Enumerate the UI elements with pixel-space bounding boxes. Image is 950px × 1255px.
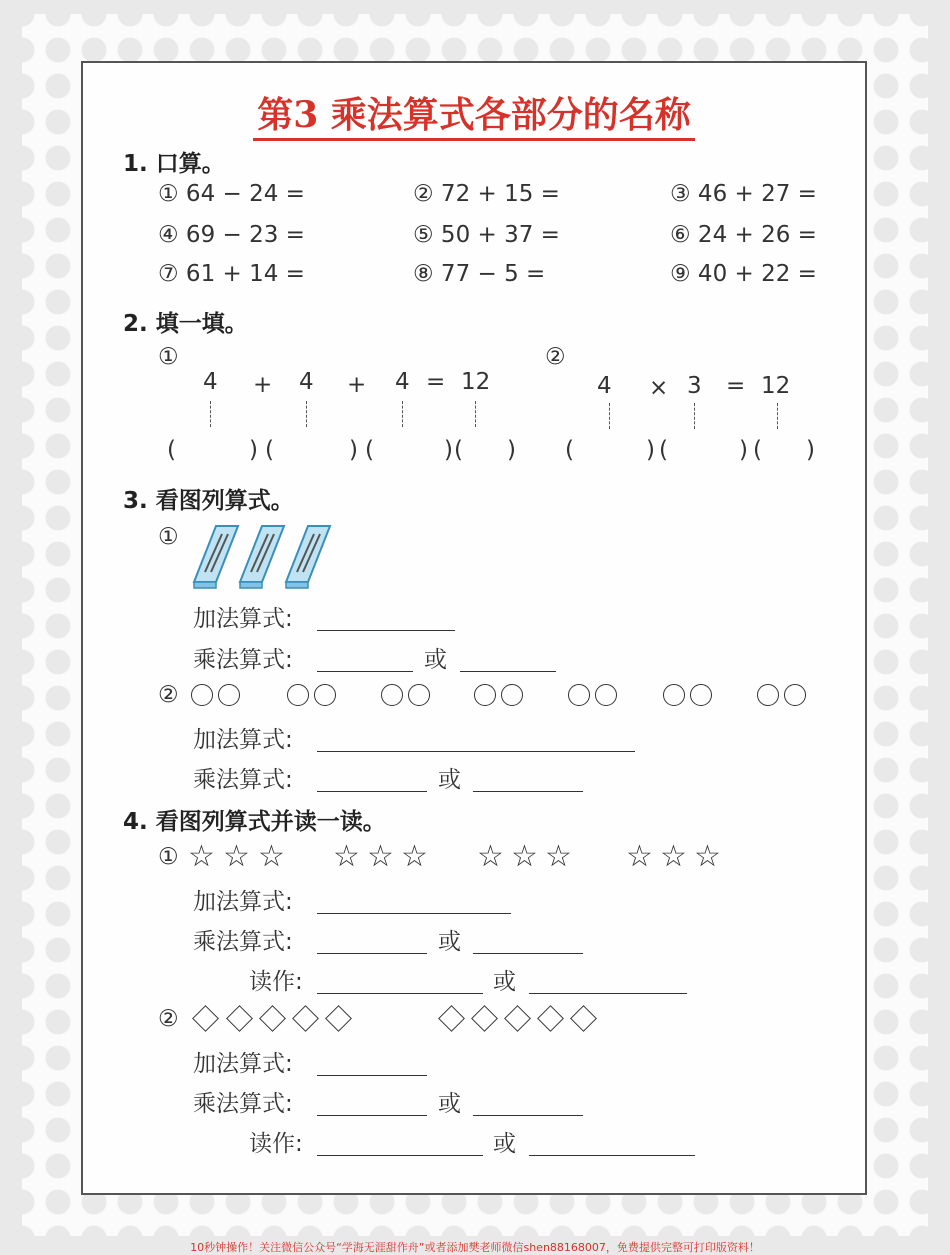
q3-p2-mul-label: 乘法算式: [193, 767, 293, 793]
footer-promo-text: 10秒钟操作！关注微信公众号“学海无涯甜作舟”或者添加樊老师微信shen88168007，免费提供完整可打印版资料！ [190, 1241, 760, 1254]
page-title: 第3 乘法算式各部分的名称 [83, 87, 865, 138]
q4-p2-add-label: 加法算式: [193, 1051, 293, 1077]
q4-p1-mul-blank-1[interactable] [317, 953, 427, 954]
q2-paren-close: ) [739, 437, 748, 463]
q4-p2-read-blank-1[interactable] [317, 1155, 483, 1156]
diamond-icon [192, 1005, 219, 1032]
q2-p1-term-2: 4 [299, 369, 314, 395]
circle-icon [191, 684, 213, 706]
pencil-case-icon [240, 526, 284, 588]
q3-p1-add-label: 加法算式: [193, 606, 293, 632]
q4-p1-read-or: 或 [493, 969, 516, 995]
diamond-icon [325, 1005, 352, 1032]
q2-guide-line [210, 401, 211, 427]
star-icon: ☆ [401, 839, 428, 874]
q4-p2-mul-blank-1[interactable] [317, 1115, 427, 1116]
star-icon: ☆ [626, 839, 653, 874]
q2-paren-close: ) [806, 437, 815, 463]
star-icon: ☆ [545, 839, 572, 874]
q3-p1-add-blank[interactable] [317, 630, 455, 631]
worksheet-page [81, 61, 867, 1195]
q2-guide-line [475, 401, 476, 427]
star-icon: ☆ [333, 839, 360, 874]
q1-item-1: ① 64 − 24 = [158, 181, 305, 207]
q4-part1-marker: ① [158, 844, 179, 870]
q2-paren-close: ) [444, 437, 453, 463]
q3-p2-add-blank[interactable] [317, 751, 635, 752]
q2-guide-line [694, 403, 695, 429]
q2-p2-times: × [649, 375, 669, 401]
q3-p1-mul-label: 乘法算式: [193, 647, 293, 673]
star-icon: ☆ [477, 839, 504, 874]
q2-p1-plus-2: + [347, 372, 367, 398]
q3-p2-or: 或 [438, 767, 461, 793]
q4-p2-or: 或 [438, 1091, 461, 1117]
star-icon: ☆ [367, 839, 394, 874]
q2-part1-marker: ① [158, 344, 179, 370]
q2-paren-open[interactable]: ( [753, 437, 762, 463]
q1-item-2: ② 72 + 15 = [413, 181, 560, 207]
q2-p2-factor-1: 4 [597, 373, 612, 399]
q2-p1-term-3: 4 [395, 369, 410, 395]
q2-paren-close: ) [349, 437, 358, 463]
circle-icon [690, 684, 712, 706]
q2-paren-close: ) [507, 437, 516, 463]
circle-icon [408, 684, 430, 706]
q4-p2-read-blank-2[interactable] [529, 1155, 695, 1156]
pencil-case-icon [286, 526, 330, 588]
q2-guide-line [306, 401, 307, 427]
q1-item-7: ⑦ 61 + 14 = [158, 261, 305, 287]
q2-paren-close: ) [249, 437, 258, 463]
q4-p1-add-label: 加法算式: [193, 889, 293, 915]
pencil-case-icon [194, 526, 238, 588]
q4-p1-mul-blank-2[interactable] [473, 953, 583, 954]
q1-item-8: ⑧ 77 − 5 = [413, 261, 546, 287]
q4-p2-add-blank[interactable] [317, 1075, 427, 1076]
q1-item-6: ⑥ 24 + 26 = [670, 222, 817, 248]
q2-guide-line [402, 401, 403, 427]
q1-heading: 1. 口算。 [123, 151, 225, 177]
circle-icon [595, 684, 617, 706]
q3-p1-mul-blank-2[interactable] [460, 671, 556, 672]
diamond-icon [471, 1005, 498, 1032]
star-icon: ☆ [258, 839, 285, 874]
q4-part2-marker: ② [158, 1006, 179, 1032]
q3-p1-mul-blank-1[interactable] [317, 671, 413, 672]
q4-p2-mul-blank-2[interactable] [473, 1115, 583, 1116]
q1-item-9: ⑨ 40 + 22 = [670, 261, 817, 287]
q3-p2-add-label: 加法算式: [193, 727, 293, 753]
diamond-icon [226, 1005, 253, 1032]
q4-heading: 4. 看图列算式并读一读。 [123, 809, 386, 835]
q3-heading: 3. 看图列算式。 [123, 488, 294, 514]
circle-icon [784, 684, 806, 706]
star-icon: ☆ [188, 839, 215, 874]
circle-icon [663, 684, 685, 706]
q2-p1-term-1: 4 [203, 369, 218, 395]
q2-paren-open[interactable]: ( [265, 437, 274, 463]
circle-icon [287, 684, 309, 706]
q4-p1-or: 或 [438, 929, 461, 955]
q2-paren-open[interactable]: ( [365, 437, 374, 463]
q3-part1-marker: ① [158, 524, 179, 550]
q4-p2-read-label: 读作: [249, 1131, 303, 1157]
q3-p1-or: 或 [424, 647, 447, 673]
q1-item-3: ③ 46 + 27 = [670, 181, 817, 207]
q2-p2-product: 12 [761, 373, 791, 399]
circle-icon [501, 684, 523, 706]
circle-icon [314, 684, 336, 706]
diamond-icon [259, 1005, 286, 1032]
star-icon: ☆ [223, 839, 250, 874]
q4-p1-mul-label: 乘法算式: [193, 929, 293, 955]
diamond-icon [570, 1005, 597, 1032]
star-icon: ☆ [694, 839, 721, 874]
q3-p2-mul-blank-2[interactable] [473, 791, 583, 792]
circle-icon [474, 684, 496, 706]
q2-paren-open[interactable]: ( [167, 437, 176, 463]
q2-p1-sum: 12 [461, 369, 491, 395]
q4-p2-mul-label: 乘法算式: [193, 1091, 293, 1117]
q4-p2-read-or: 或 [493, 1131, 516, 1157]
q3-part2-marker: ② [158, 682, 179, 708]
star-icon: ☆ [511, 839, 538, 874]
q2-paren-open[interactable]: ( [454, 437, 463, 463]
q2-guide-line [609, 403, 610, 429]
q2-p2-equals: = [726, 373, 746, 399]
q2-guide-line [777, 403, 778, 429]
pencil-case-group-illustration [188, 522, 343, 590]
q2-paren-close: ) [646, 437, 655, 463]
q4-p1-read-label: 读作: [249, 969, 303, 995]
circle-icon [757, 684, 779, 706]
q2-p2-factor-2: 3 [687, 373, 702, 399]
q1-item-4: ④ 69 − 23 = [158, 222, 305, 248]
q2-part2-marker: ② [545, 344, 566, 370]
diamond-icon [292, 1005, 319, 1032]
q4-p1-add-blank[interactable] [317, 913, 511, 914]
q4-p1-read-blank-1[interactable] [317, 993, 483, 994]
q3-p2-mul-blank-1[interactable] [317, 791, 427, 792]
q2-p1-plus-1: + [253, 372, 273, 398]
circle-icon [381, 684, 403, 706]
diamond-icon [438, 1005, 465, 1032]
star-icon: ☆ [660, 839, 687, 874]
circle-icon [568, 684, 590, 706]
diamond-icon [504, 1005, 531, 1032]
q2-heading: 2. 填一填。 [123, 311, 248, 337]
q4-p1-read-blank-2[interactable] [529, 993, 687, 994]
q2-paren-open[interactable]: ( [659, 437, 668, 463]
q2-p1-equals: = [426, 369, 446, 395]
circle-icon [218, 684, 240, 706]
diamond-icon [537, 1005, 564, 1032]
q1-item-5: ⑤ 50 + 37 = [413, 222, 560, 248]
q2-paren-open[interactable]: ( [565, 437, 574, 463]
